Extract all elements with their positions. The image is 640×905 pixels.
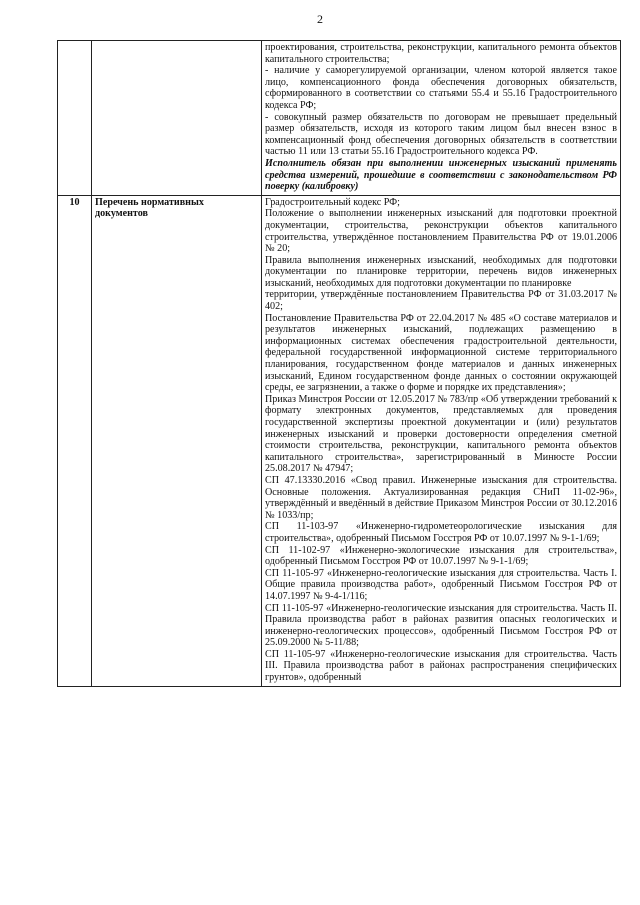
row-label	[92, 41, 262, 196]
table-row	[58, 41, 621, 196]
paragraph: проектирования, строительства, реконструкции, капитального ремонта объектов капитального строительства;	[265, 42, 617, 65]
paragraph: Правила выполнения инженерных изысканий, необходимых для подготовки документации по планировке территории, перечень видов инженерных изысканий, необходимых для подготовки документации по планировке	[265, 254, 617, 289]
table-row	[58, 195, 621, 686]
row-content	[262, 41, 621, 196]
emphasis-paragraph: Исполнитель обязан при выполнении инженерных изысканий применять средства измерений, прошедшие в соответствии с законодательством РФ поверку (калибровку)	[265, 157, 617, 193]
paragraph: СП 11-105-97 «Инженерно-геологические изыскания для строительства. Часть III. Правила производства работ в районах распространения специфических грунтов», одобренный	[265, 648, 617, 684]
paragraph: Постановление Правительства РФ от 22.04.2017 № 485 «О составе материалов и результатов инженерных изысканий, подлежащих размещению в информационных системах обеспечения градостроительной деятельности, федеральной государственной информационной системе территориального планирования, государственном фонде материалов и данных инженерных изысканий, Едином государственном фонде данных о состоянии окружающей среды, ее загрязнении, а также о форме и порядке их представления»;	[265, 312, 617, 394]
paragraph: - совокупный размер обязательств по договорам не превышает предельный размер обязательств, исходя из которого таким лицом был внесен взнос в компенсационный фонд обеспечения договорных обязательств в соответствии частью 11 или 13 статьи 55.16 Градостроительного кодекса РФ.	[265, 111, 617, 158]
paragraph: СП 11-103-97 «Инженерно-гидрометеорологические изыскания для строительства», одобренный Письмом Госстроя РФ от 10.07.1997 № 9-1-1/69;	[265, 521, 617, 544]
paragraph: - наличие у саморегулируемой организации, членом которой является такое лицо, компенсационного фонда обеспечения договорных обязательств, сформированного в соответствии со статьями 55.4 и 55.16 Градостроительного кодекса РФ;	[265, 65, 617, 111]
paragraph: СП 47.13330.2016 «Свод правил. Инженерные изыскания для строительства. Основные положения. Актуализированная редакция СНиП 11-02-96», утверждённый и введённый в действие Приказом Минстроя России от 30.12.2016 № 1033/пр;	[265, 474, 617, 521]
row-label: Перечень нормативных документов	[92, 195, 262, 686]
page-number: 2	[317, 12, 323, 26]
row-number: 10	[58, 195, 92, 686]
row-number	[58, 41, 92, 196]
paragraph: территории, утверждённые постановлением Правительства РФ от 31.03.2017 № 402;	[265, 289, 617, 313]
paragraph: Положение о выполнении инженерных изысканий для подготовки проектной документации, строительства, реконструкции объектов капитального строительства, утверждённое постановлением Правительства РФ от 19.01.2006 № 20;	[265, 208, 617, 255]
paragraph: СП 11-105-97 «Инженерно-геологические изыскания для строительства. Часть I. Общие правила производства работ», одобренный Письмом Госстроя РФ от 14.07.1997 № 9-4-1/116;	[265, 567, 617, 602]
paragraph: СП 11-102-97 «Инженерно-экологические изыскания для строительства», одобренный Письмом Госстроя РФ от 10.07.1997 № 9-1-1/69;	[265, 544, 617, 568]
paragraph: Приказ Минстроя России от 12.05.2017 № 783/пр «Об утверждении требований к формату электронных документов, представляемых для проведения государственной экспертизы проектной документации и (или) результатов инженерных изысканий и проверки достоверности определения сметной стоимости строительства, реконструкции, капитального ремонта объектов капитального строительства», зарегистрированный в Минюсте России 25.08.2017 № 47947;	[265, 393, 617, 475]
requirements-table	[57, 40, 621, 687]
row-content	[262, 195, 621, 686]
paragraph: Градостроительный кодекс РФ;	[265, 196, 400, 208]
paragraph: СП 11-105-97 «Инженерно-геологические изыскания для строительства. Часть II. Правила производства работ в районах развития опасных геологических и инженерно-геологических процессов», одобренный Письмом Госстроя РФ от 25.09.2000 № 5-11/88;	[265, 602, 617, 649]
